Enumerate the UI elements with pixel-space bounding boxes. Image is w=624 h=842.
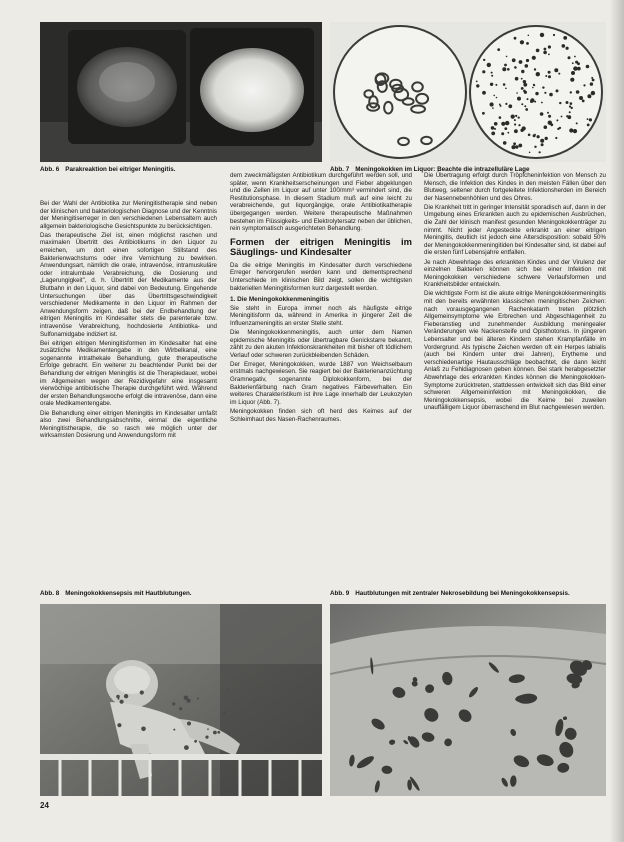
paragraph: Die Meningokokkenmeningitis, auch unter dem Namen epidemische Meningitis oder übertragbare Genickstarre bekannt, zählt zu den akuten Infektionskrankheiten mit bisher oft tödlichem Verlauf oder schweren zurückbleibenden Schäden. bbox=[230, 329, 412, 359]
paragraph: Das therapeutische Ziel ist, einen möglichst raschen und maximalen Übertritt des Antibiotikums in den Liquor zu erreichen, um dort einen sofortigen Stillstand des Bakterienwachstums oder ihre Vernichtung zu bewirken. Anwendungsart, nämlich die orale, intravenöse, intramuskuläre oder intralumbale Verabreichung, die Dosierung und „Lagerungigkeit", d. h. Übertritt der Medikamente aus der Blutbahn in den Liquor, sind dabei von Bedeutung. Eingehende Untersuchungen über das Übertrittsgeschwindigkeit verschiedener Medikamente in den Liquor im Rahmen der Anwendungsform zeigen, daß bei der Endbehandlung der eitrigen Meningitis im Kindesalter stets die parenterale bzw. intravenöse Verabreichung, hochdosierte Antibiotika- und Sulfonamidgabe indiziert ist. bbox=[40, 231, 217, 338]
page-edge-shadow bbox=[610, 0, 624, 842]
figure-8-caption bbox=[40, 590, 322, 598]
infant-photo-illustration bbox=[40, 604, 322, 796]
figure-8-number: Abb. 8 bbox=[40, 590, 60, 597]
paragraph: Sie steht in Europa immer noch als häufigste eitrige Meningitisform da, während in Amerika in jüngerer Zeit die Influenzameningitis an erster Stelle steht. bbox=[230, 304, 412, 327]
text-column-1 bbox=[40, 200, 217, 441]
figure-7-number: Abb. 7 bbox=[330, 166, 350, 173]
subsection-heading: 1. Die Meningokokkenmeningitis bbox=[230, 296, 330, 304]
paragraph: Je nach Abwehrlage des erkrankten Kindes und der Virulenz der einzelnen Bakterien können sich bei einer Infektion mit Meningokokken verschiedene schwere Verlaufsformen und Krankheitsbilder entwickeln. bbox=[424, 258, 606, 289]
section-heading: Formen der eitrigen Meningitis im Säuglings- und Kindesalter bbox=[230, 235, 412, 258]
figure-8-text: Meningokokkensepsis mit Hautblutungen. bbox=[65, 590, 192, 597]
figure-6-image bbox=[40, 22, 322, 162]
figure-8-image bbox=[40, 604, 322, 796]
paragraph: Die Behandlung einer eitrigen Meningitis im Kindesalter umfaßt also zwei Behandlungsabschnitte, einmal die eigentliche Meningitistherapie, die so rasch wie möglich unter der wirksamsten Dosierung und Anwendungsform mit bbox=[40, 409, 217, 440]
figure-6-text: Parakreaktion bei eitriger Meningitis. bbox=[65, 166, 176, 173]
figure-6-number: Abb. 6 bbox=[40, 166, 60, 173]
microscope-views-illustration bbox=[330, 22, 606, 162]
petri-dishes-illustration bbox=[40, 22, 322, 162]
figure-7-image bbox=[330, 22, 606, 162]
paragraph: Die wichtigste Form ist die akute eitrige Meningokokkenmeningitis mit den bereits erwähnten klassischen meningitischen Zeichen: nach vorausgegangenen Rachenkatarrh treten plötzlich Allgemeinsymptome wie Erbrechen und Abgeschlagenheit zu Fieberanstieg und zunehmender Ausbildung meningealer Veränderungen wie Nackensteife und Opisthotonus. In jüngeren Lebensalter und bei älteren Kindern stehen Krampfanfälle im Vordergrund. Als typische Zeichen werden oft ein Herpes labialis (auch bei Kindern unter drei Jahren), Erytheme und verschiedenartige Hautausschläge beobachtet, die dann leicht Anlaß zu Fehldiagnosen geben können. Bei stark herabgesetzter Abwehrlage des erkrankten Kindes können die Meningokokken-Symptome zurücktreten, stattdessen entwickelt sich das Bild einer schweren Allgemeininfektion mit Meningokokken, die Meningokokkensepsis, wobei die Keime bei zuweilen unauffälligem Liquor überraschend im Blut nachgewiesen werden. bbox=[424, 290, 606, 412]
paragraph: dem zweckmäßigsten Antibiotikum durchgeführt werden soll, und später, wenn Krankheitserscheinungen und Fieber abgeklungen und die Zellen im Liquor auf unter 100/mm³ vermindert sind, die Restitutionsphase. In diesem Stadium muß auf eine leicht zu verabreichende, gut liquorgängige, orale Antibiotikatherapie übergegangen werden. Weitere therapeutische Maßnahmen bestehen im Flüssigkeits- und Elektrolytersatz neben der üblichen, rein symptomatisch ausgerichteten Behandlung. bbox=[230, 172, 412, 233]
figure-9-image bbox=[330, 604, 606, 796]
figure-9-text: Hautblutungen mit zentraler Nekrosebildung bei Meningokokkensepsis. bbox=[355, 590, 570, 597]
figure-7-text: Meningokokken im Liquor: Beachte die intrazelluläre Lage bbox=[355, 166, 530, 173]
figure-9-number: Abb. 9 bbox=[330, 590, 350, 597]
page-number: 24 bbox=[40, 801, 49, 810]
paragraph: Meningokokken finden sich oft herd des Keimes auf der Schleimhaut des Nasen-Rachenraumes. bbox=[230, 407, 412, 423]
paragraph: Bei der Wahl der Antibiotika zur Meningitistherapie sind neben der klinischen und bakteriologischen Diagnose und der Kenntnis der Meningitiserreger in den verschiedenen Lebensaltern auch allgemein bakteriologische Gesichtspunkte zu berücksichtigen. bbox=[40, 200, 217, 230]
text-column-2 bbox=[230, 172, 412, 425]
paragraph: Die Krankheit tritt in geringer Intensität sporadisch auf, dann in der Umgebung eines Erkrankten auch zu epidemischen Ausbrüchen, die Zahl der klinisch manifest gesunden Meningokokkenträger zu nimmt. Nicht jeder Angesteckte erkrankt an einer eitrigen Meningitis, deutlich ist jedoch eine Altersdisposition: sobald 50% der Meningokokkenmeningitiden bei Kindesalter sind, ist dabei auf die ersten fünf Lebensjahre entfallen. bbox=[424, 203, 606, 257]
paragraph: Der Erreger, Meningokokken, wurde 1887 von Weichselbaum erstmals nachgewiesen. Sie reagiert bei der Bakterienanzüchtung Gramnegativ, sogenannte Diplokokkenform, bei der Bakterienfärbung nach Gram negatives Färbeverhalten. Ein weiteres Charakteristikum ist ihre Lage innerhalb der Leukozyten im Liquor (Abb. 7). bbox=[230, 360, 412, 406]
skin-hemorrhage-illustration bbox=[330, 604, 606, 796]
paragraph: Bei eitrigen eitrigen Meningitisformen im Kindesalter hat eine zusätzliche Medikamentengabe in den Wirbelkanal, eine sogenannte intrathekale Behandlung, gute therapeutische Erfolge gebracht. Ein weiterer zu beachtender Punkt bei der Behandlung der eitrigen Meningitis ist die Therapiedauer, wobei im Allgemeinen wegen der Rezidivgefahr eine insgesamt vierwöchige antibiotische Therapie durchgeführt wird. Während der ersten Behandlungswoche erfolgt die intravenöse, dann eine orale Medikamentengabe. bbox=[40, 339, 217, 408]
text-column-3 bbox=[424, 172, 606, 413]
paragraph: Die Übertragung erfolgt durch Tröpfcheninfektion von Mensch zu Mensch, die Infektion des Kindes in den meisten Fällen über den Blutweg, seltener durch fortgeleitete Infektionsherden im Bereich der Nasennebenhöhlen und des Ohres. bbox=[424, 172, 606, 202]
figure-9-caption bbox=[330, 590, 606, 598]
paragraph: Da die eitrige Meningitis im Kindesalter durch verschiedene Erreger hervorgerufen werden kann und dementsprechend Unterschiede im klinischen Bild zeigt, sollen die wichtigsten bakteriellen Meningitisformen kurz dargestellt werden. bbox=[230, 261, 412, 292]
